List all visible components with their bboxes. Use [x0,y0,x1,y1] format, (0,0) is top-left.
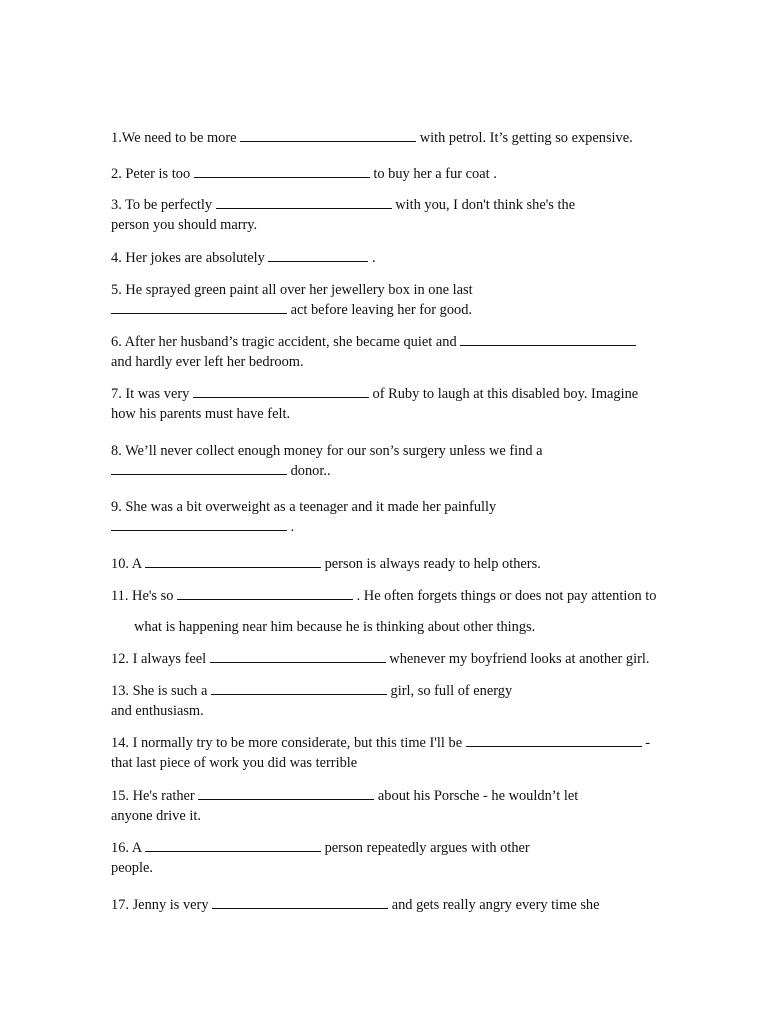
question-15 [111,786,721,826]
question-text: 10. A [111,556,145,572]
question-text: 13. She is such a [111,683,211,699]
question-16 [111,838,721,878]
answer-blank[interactable] [111,302,287,314]
question-line [111,461,721,481]
answer-blank[interactable] [466,735,642,747]
question-line [111,681,721,701]
question-text: 1.We need to be more [111,130,241,146]
question-text: 9. She was a bit overweight as a teenager and it made her painfully [111,499,497,515]
question-13 [111,681,721,721]
question-text: 14. I normally try to be more considerate, but this time I'll be [111,735,466,751]
question-line [111,332,721,352]
question-line [111,384,721,404]
question-line [111,195,721,215]
question-14 [111,733,721,773]
question-text: of Ruby to laugh at this disabled boy. Imagine [368,386,639,402]
question-text: 3. To be perfectly [111,197,216,213]
question-text: with petrol. It’s getting so expensive. [416,130,633,146]
question-text: that last piece of work you did was terrible [111,755,358,771]
answer-blank[interactable] [177,588,353,600]
answer-blank[interactable] [145,556,321,568]
question-line [111,517,721,537]
question-text: and enthusiasm. [111,703,204,719]
answer-blank[interactable] [212,897,388,909]
question-text: person you should marry. [111,217,258,233]
question-text: what is happening near him because he is thinking about other things. [134,619,536,635]
question-text: person is always ready to help others. [321,556,541,572]
question-text: 4. Her jokes are absolutely [111,250,269,266]
answer-blank[interactable] [216,197,392,209]
question-text: 11. He's so [111,588,178,604]
question-7 [111,384,721,424]
question-9 [111,497,721,537]
question-text: 6. After her husband’s tragic accident, she became quiet and [111,334,461,350]
question-line [111,586,721,606]
question-text: . [368,250,376,266]
answer-blank[interactable] [211,683,387,695]
question-text: and hardly ever left her bedroom. [111,354,304,370]
question-text: about his Porsche - he wouldn’t let [374,788,579,804]
question-11 [111,586,721,637]
question-text: with you, I don't think she's the [391,197,576,213]
question-text: and gets really angry every time she [388,897,600,913]
answer-blank[interactable] [240,130,416,142]
question-text: girl, so full of energy [386,683,513,699]
answer-blank[interactable] [460,334,636,346]
answer-blank[interactable] [198,788,374,800]
question-text: 15. He's rather [111,788,199,804]
question-text: donor.. [287,463,331,479]
answer-blank[interactable] [210,651,386,663]
question-text: to buy her a fur coat . [369,166,497,182]
question-text: person repeatedly argues with other [321,840,530,856]
question-text: 12. I always feel [111,651,210,667]
question-line [111,300,721,320]
question-10 [111,554,721,574]
question-4 [111,248,721,268]
question-5 [111,280,721,320]
question-text: 5. He sprayed green paint all over her jewellery box in one last [111,282,473,298]
question-1 [111,128,721,148]
question-line [111,733,721,753]
question-text: 7. It was very [111,386,193,402]
question-2 [111,164,721,184]
question-text: how his parents must have felt. [111,406,291,422]
question-6 [111,332,721,372]
question-12 [111,649,721,669]
question-text: - [641,735,651,751]
answer-blank[interactable] [268,250,368,262]
answer-blank[interactable] [111,519,287,531]
question-text: act before leaving her for good. [287,302,472,318]
question-8 [111,441,721,481]
answer-blank[interactable] [193,386,369,398]
question-text: 2. Peter is too [111,166,194,182]
question-line [111,786,721,806]
answer-blank[interactable] [145,840,321,852]
answer-blank[interactable] [111,463,287,475]
answer-blank[interactable] [194,166,370,178]
question-text: people. [111,860,153,876]
question-text: 8. We’ll never collect enough money for our son’s surgery unless we find a [111,443,543,459]
question-text: 17. Jenny is very [111,897,213,913]
question-3 [111,195,721,235]
question-17 [111,895,721,915]
question-text: . [287,519,295,535]
question-text: whenever my boyfriend looks at another girl. [385,651,650,667]
question-line [111,838,721,858]
question-text: anyone drive it. [111,808,201,824]
question-text: 16. A [111,840,145,856]
question-text: . He often forgets things or does not pay attention to [353,588,657,604]
